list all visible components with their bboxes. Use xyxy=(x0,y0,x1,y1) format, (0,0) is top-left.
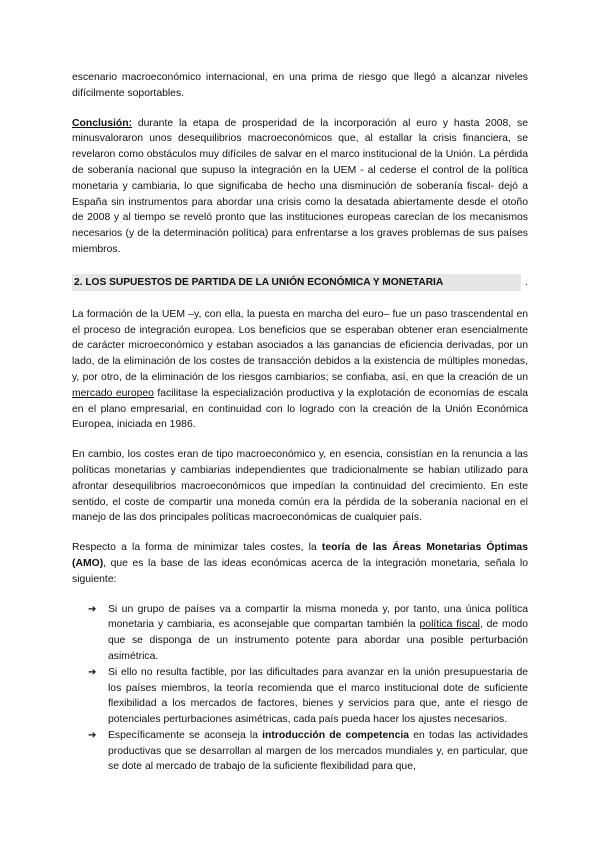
paragraph-uem-formation: La formación de la UEM –y, con ella, la puesta en marcha del euro– fue un paso trascendental en el proceso de integración europea. Los beneficios que se esperaban obtener eran esencialmente de carácter microeconómico y estaban asociados a las ganancias de eficiencia derivadas, por un lado, de la eliminación de los costes de transacción debidos a la existencia de múltiples monedas, y, por otro, de la eliminación de los riesgos cambiarios; se confiaba, así, en que la creación de un mercado europeo facilitase la especialización productiva y la explotación de economías de escala en el plano empresarial, en continuidad con lo logrado con la creación de la Unión Económica Europea, iniciada en 1986. xyxy=(72,308,528,431)
paragraph-macro-costs: En cambio, los costes eran de tipo macroeconómico y, en esencia, consistían en la renuncia a las políticas monetarias y cambiarias independientes que tradicionalmente se habían utilizado para afrontar desequilibrios macroeconómicos que impedían la continuidad del crecimiento. En este sentido, el coste de compartir una moneda común era la pérdida de la soberanía nacional en el manejo de las dos principales políticas macroeconómicas de cualquier país. xyxy=(72,449,528,524)
list-item: ➔ Si un grupo de países va a compartir la misma moneda y, por tanto, una única política monetaria y cambiaria, es aconsejable que compartan también la política fiscal, de modo que se disponga de un instrumento potente para abordar una posible perturbación asimétrica. xyxy=(88,603,528,662)
paragraph-amo-theory: Respecto a la forma de minimizar tales costes, la teoría de las Áreas Monetarias Óptimas (AMO), que es la base de las ideas económicas acerca de la integración monetaria, señala lo siguiente: xyxy=(72,542,528,585)
conclusion-label: Conclusión: xyxy=(72,117,133,129)
intro-paragraph: escenario macroeconómico internacional, en una prima de riesgo que llegó a alcanzar niveles difícilmente soportables. xyxy=(72,72,528,99)
arrow-right-icon: ➔ xyxy=(88,666,97,678)
list-item: ➔ Si ello no resulta factible, por las dificultades para avanzar en la unión presupuestaria de los países miembros, la teoría recomienda que el marco institucional dote de suficiente flexibilidad a los mercados de factores, bienes y servicios para que, ante el riesgo de potenciales perturbaciones asimétricas, cada país pueda hacer los ajustes necesarios. xyxy=(88,666,528,726)
section-heading-text: 2. LOS SUPUESTOS DE PARTIDA DE LA UNIÓN ECONÓMICA Y MONETARIA xyxy=(74,276,444,288)
conclusion-paragraph: Conclusión: durante la etapa de prosperidad de la incorporación al euro y hasta 2008, se minusvaloraron unos desequilibrios macroeconómicos que, al estallar la crisis financiera, se revelaron como obstáculos muy difíciles de salvar en el marco institucional de la Unión. La pérdida de soberanía nacional que supuso la integración en la UEM - al cederse el control de la política monetaria y cambiaria, lo que significaba de hecho una disminución de soberanía fiscal- dejó a España sin instrumentos para abordar una crisis como la desatada abiertamente desde el otoño de 2008 y al tiempo se reveló pronto que las instituciones europeas carecían de los mecanismos necesarios (y de la determinación política) para enfrentarse a los graves problemas de sus países miembros. xyxy=(72,117,528,255)
page-content xyxy=(72,70,528,775)
section-heading xyxy=(72,274,528,291)
section-heading-dot: . xyxy=(524,274,529,291)
amo-term: teoría de las Áreas Monetarias Óptimas (AMO) xyxy=(72,542,528,569)
politica-fiscal-link[interactable]: política fiscal xyxy=(419,619,480,631)
arrow-right-icon: ➔ xyxy=(88,729,97,741)
list-item: ➔ Específicamente se aconseja la introducción de competencia en todas las actividades productivas que se desarrollan al margen de los mercados mundiales y, en particular, que se dote al mercado de trabajo de la suficiente flexibilidad para que, xyxy=(88,729,529,773)
competencia-term: introducción de competencia xyxy=(262,729,410,741)
mercado-europeo-link[interactable]: mercado europeo xyxy=(72,387,154,399)
arrow-right-icon: ➔ xyxy=(88,603,97,615)
amo-recommendations-list xyxy=(72,602,528,776)
